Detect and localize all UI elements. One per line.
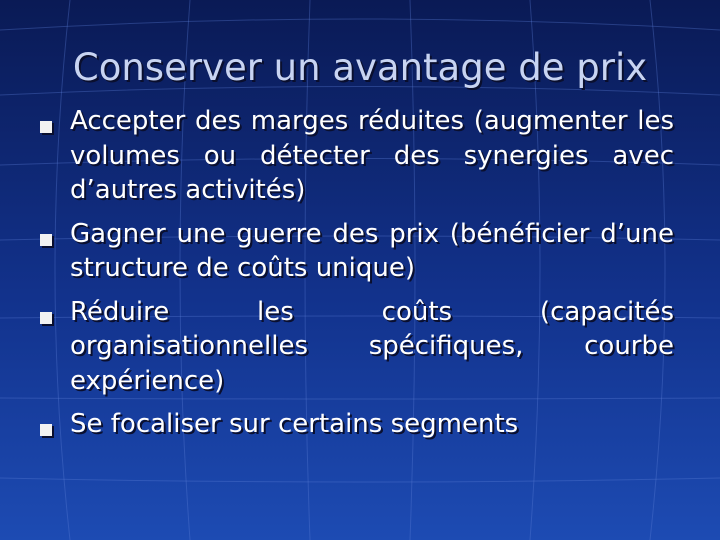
bullet-text: Accepter des marges réduites (augmenter les volumes ou détecter des synergies avec d’autres activités) — [70, 106, 674, 205]
bullet-list — [34, 104, 674, 451]
square-bullet-icon — [40, 121, 52, 133]
square-bullet-icon — [40, 234, 52, 246]
bullet-text: Réduire les coûts (capacités organisationnelles spécifiques, courbe expérience) — [70, 296, 674, 396]
bullet-item — [34, 217, 674, 286]
bullet-item — [34, 104, 674, 208]
square-bullet-icon — [40, 424, 52, 436]
bullet-item — [34, 295, 674, 399]
square-bullet-icon — [40, 312, 52, 324]
bullet-text: Se focaliser sur certains segments — [70, 409, 519, 439]
bullet-item — [34, 407, 674, 442]
bullet-text: Gagner une guerre des prix (bénéficier d’une structure de coûts unique) — [70, 218, 674, 283]
slide-title: Conserver un avantage de prix — [72, 46, 648, 89]
